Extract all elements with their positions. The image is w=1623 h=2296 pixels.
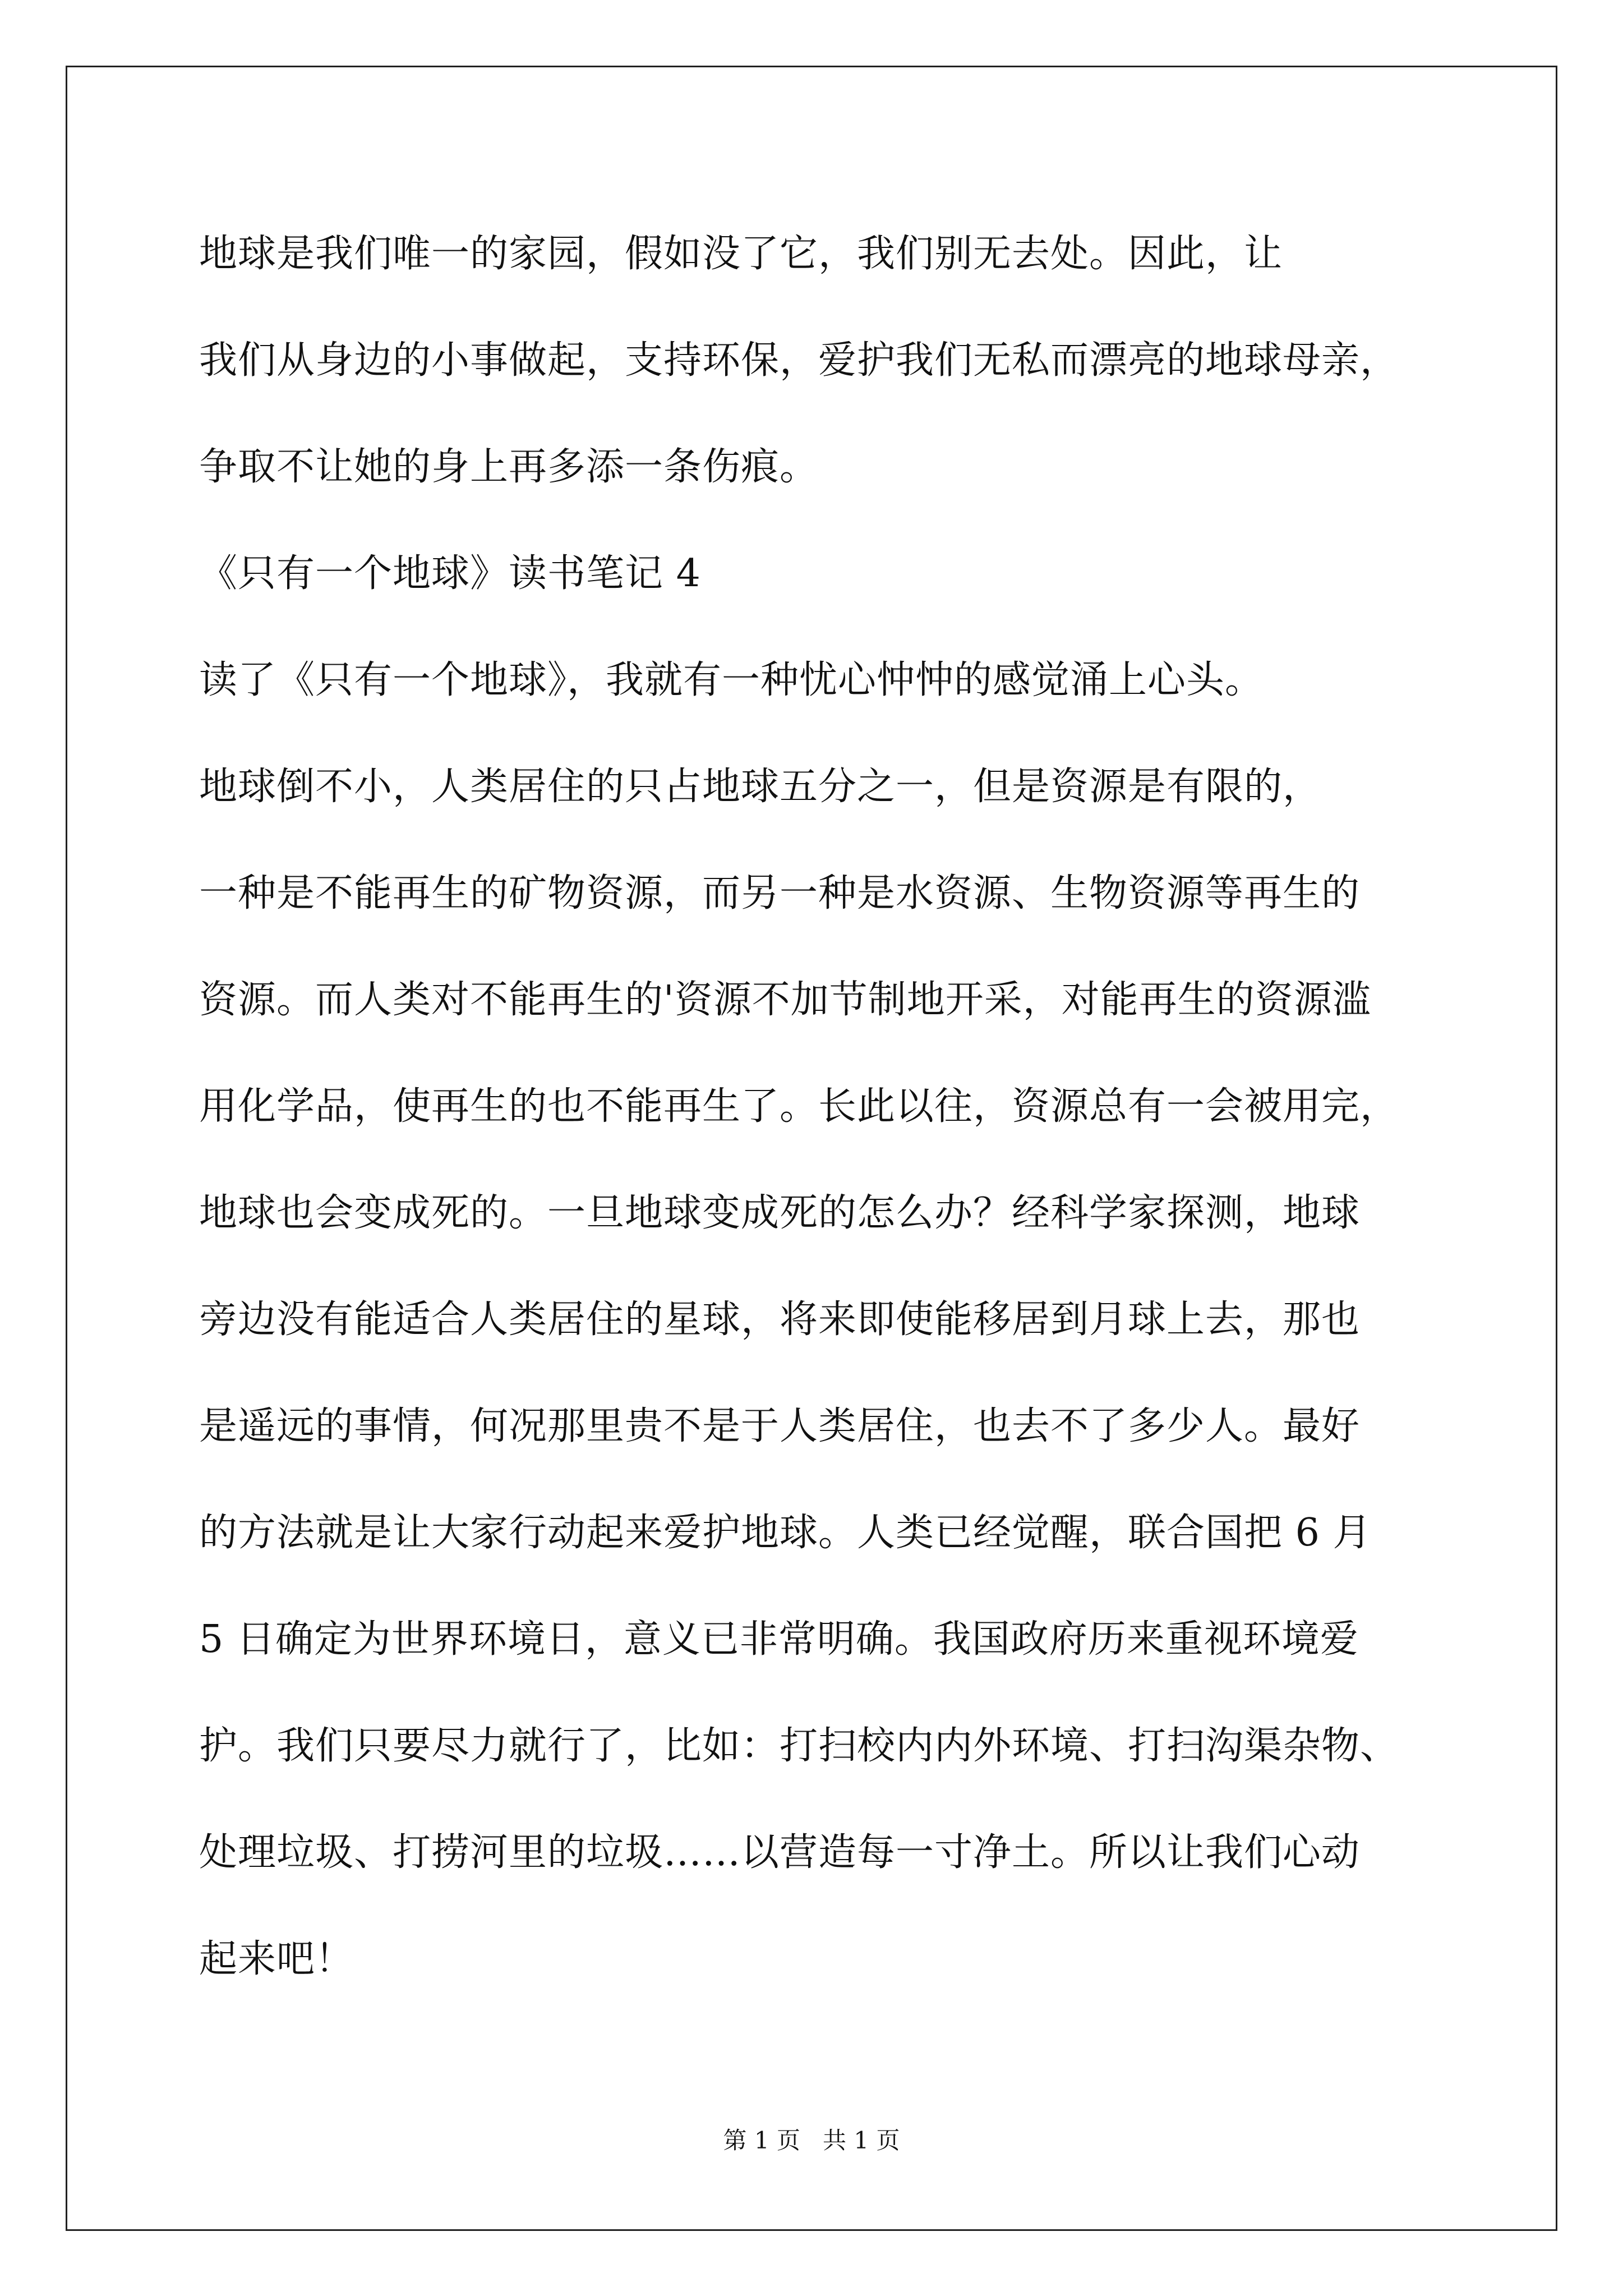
text-line: 起来吧！ [199,1937,354,1981]
text-line: 护。我们只要尽力就行了，比如：打扫校内内外环境、打扫沟渠杂物、 [199,1724,1399,1768]
text-line: 是遥远的事情，何况那里贵不是于人类居住，也去不了多少人。最好 [199,1404,1361,1448]
text-line: 地球也会变成死的。一旦地球变成死的怎么办？经科学家探测，地球 [199,1191,1361,1235]
text-line: 处理垃圾、打捞河里的垃圾……以营造每一寸净土。所以让我们心动 [199,1830,1361,1875]
text-line: 旁边没有能适合人类居住的星球，将来即使能移居到月球上去，那也 [199,1297,1361,1342]
text-line: 争取不让她的身上再多添一条伤痕。 [199,445,819,489]
text-line: 地球是我们唯一的家园，假如没了它，我们别无去处。因此，让 [199,232,1283,276]
text-line: 用化学品，使再生的也不能再生了。长此以往，资源总有一会被用完， [199,1084,1399,1129]
page-number-footer: 第 1 页 共 1 页 [723,2127,900,2154]
text-line: 5 日确定为世界环境日，意义已非常明确。我国政府历来重视环境爱 [199,1617,1359,1662]
section-heading: 《只有一个地球》读书笔记 4 [199,551,701,596]
text-line: 读了《只有一个地球》，我就有一种忧心忡忡的感觉涌上心头。 [199,658,1264,702]
text-line: 一种是不能再生的矿物资源，而另一种是水资源、生物资源等再生的 [199,871,1361,915]
text-line: 的方法就是让大家行动起来爱护地球。人类已经觉醒，联合国把 6 月 [199,1511,1372,1555]
page-border [66,66,1557,2231]
text-line: 资源。而人类对不能再生的'资源不加节制地开采，对能再生的资源滥 [199,978,1371,1022]
text-line: 我们从身边的小事做起，支持环保，爱护我们无私而漂亮的地球母亲， [199,338,1399,383]
text-line: 地球倒不小，人类居住的只占地球五分之一，但是资源是有限的， [199,765,1322,809]
